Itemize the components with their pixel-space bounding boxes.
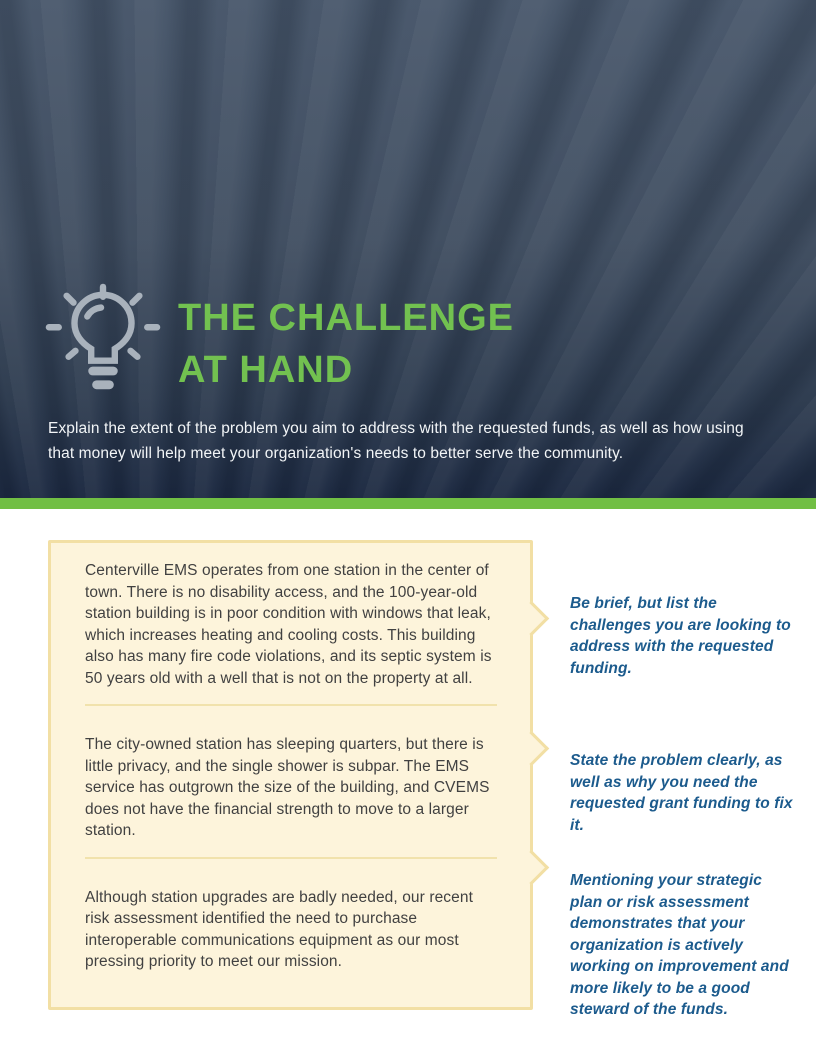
callout-paragraph-1: Centerville EMS operates from one station in the center of town. There is no disability access, and the 100-year-old station building is in poor condition with windows that leak, which increases heating and cooling costs. This building also has many fire code violations, and its septic system is 50 years old with a well that is not on the property at all. — [85, 562, 492, 687]
callout-divider-2 — [85, 857, 497, 859]
hero-title-row — [44, 283, 514, 401]
tip-note-2: State the problem clearly, as well as why you need the requested grant funding to fix it. — [570, 752, 793, 834]
hero-subtitle: Explain the extent of the problem you aim to address with the requested funds, as well as how using that money will help meet your organization's needs to better serve the community. — [48, 420, 744, 462]
callout-box — [48, 540, 533, 1010]
lightbulb-icon — [44, 283, 162, 401]
hero-banner — [0, 0, 816, 498]
page-title-line1: THE CHALLENGE — [178, 297, 514, 339]
page-title — [178, 283, 514, 396]
callout-tail-3 — [514, 850, 549, 885]
content-area — [0, 509, 816, 1056]
callout-divider-1 — [85, 704, 497, 706]
callout-tail-1 — [514, 601, 549, 636]
tip-note-1: Be brief, but list the challenges you are looking to address with the requested funding. — [570, 595, 791, 677]
callout-tail-2 — [514, 731, 549, 766]
callout-paragraph-3: Although station upgrades are badly needed, our recent risk assessment identified the need to purchase interoperable communications equipment as our most pressing priority to meet our mission. — [85, 888, 474, 970]
page-title-line2: AT HAND — [178, 349, 354, 391]
callout-paragraph-2: The city-owned station has sleeping quarters, but there is little privacy, and the single shower is subpar. The EMS service has outgrown the size of the building, and CVEMS does not have the financial strength to move to a larger station. — [85, 736, 490, 839]
accent-divider-bar — [0, 498, 816, 509]
tip-note-3: Mentioning your strategic plan or risk assessment demonstrates that your organization is actively working on improvement and more likely to be a good steward of the funds. — [570, 872, 789, 1018]
